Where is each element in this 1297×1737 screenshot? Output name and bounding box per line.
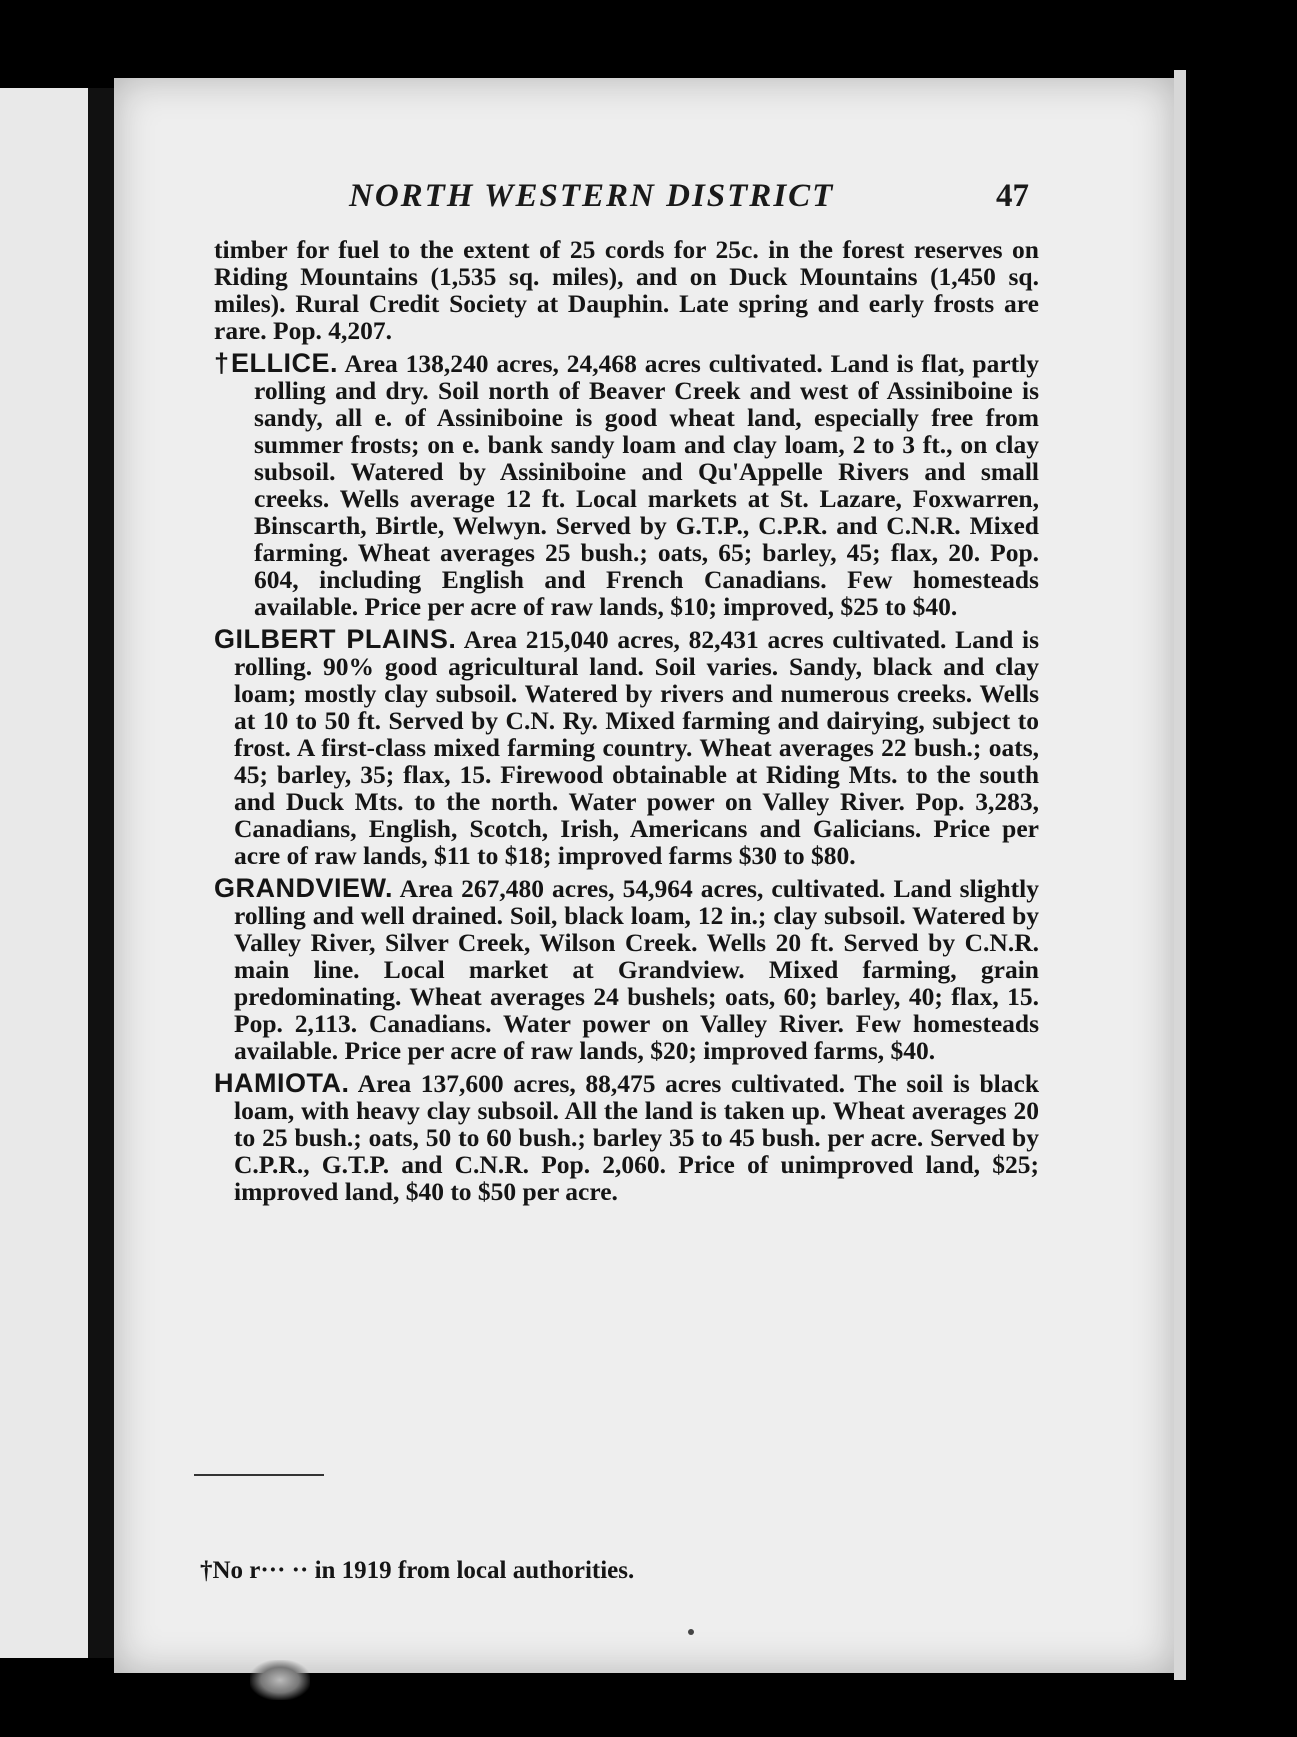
- running-head: NORTH WESTERN DISTRICT: [349, 178, 835, 214]
- entry-text: Area 138,240 acres, 24,468 acres cultivated. Land is flat, partly rolling and dry. Soil north of Beaver Creek and west of Assiniboine is sandy, all e. of Assiniboine is good wheat land, especially free from summer frosts; on e. bank sandy loam and clay loam, 2 to 3 ft., on clay subsoil. Watered by Assiniboine and Qu'Appelle Rivers and small creeks. Wells average 12 ft. Local markets at St. Lazare, Foxwarren, Binscarth, Birtle, Welwyn. Served by G.T.P., C.P.R. and C.N.R. Mixed farming. Wheat averages 25 bush.; oats, 65; barley, 45; flax, 20. Pop. 604, including English and French Canadians. Few homesteads available. Price per acre of raw lands, $10; improved, $25 to $40.: [254, 349, 1039, 621]
- paragraph-continued: [214, 236, 1039, 344]
- footnote-rule: [194, 1474, 324, 1476]
- print-speck: [688, 1629, 694, 1635]
- footnote: †No r··· ·· in 1919 from local authorities.: [200, 1557, 635, 1584]
- left-page-margin: [0, 88, 88, 1658]
- entry-text: Area 137,600 acres, 88,475 acres cultivated. The soil is black loam, with heavy clay subsoil. All the land is taken up. Wheat averages 20 to 25 bush.; oats, 50 to 60 bush.; barley 35 to 45 bush. per acre. Served by C.P.R., G.T.P. and C.N.R. Pop. 2,060. Price of unimproved land, $25; improved land, $40 to $50 per acre.: [234, 1069, 1040, 1206]
- entry-text: Area 267,480 acres, 54,964 acres, cultivated. Land slightly rolling and well drained. Soil, black loam, 12 in.; clay subsoil. Watered by Valley River, Silver Creek, Wilson Creek. Wells 20 ft. Served by C.N.R. main line. Local market at Grandview. Mixed farming, grain predominating. Wheat averages 24 bushels; oats, 60; barley, 40; flax, 15. Pop. 2,113. Canadians. Water power on Valley River. Few homesteads available. Price per acre of raw lands, $20; improved farms, $40.: [234, 874, 1039, 1065]
- entry-heading: GRANDVIEW.: [214, 873, 394, 903]
- entry-text: Area 215,040 acres, 82,431 acres cultivated. Land is rolling. 90% good agricultural land. Soil varies. Sandy, black and clay loam; mostly clay subsoil. Watered by rivers and numerous creeks. Wells at 10 to 50 ft. Served by C.N. Ry. Mixed farming and dairying, subject to frost. A first-class mixed farming country. Wheat averages 22 bush.; oats, 45; barley, 35; flax, 15. Firewood obtainable at Riding Mts. to the south and Duck Mts. to the north. Water power on Valley River. Pop. 3,283, Canadians, English, Scotch, Irish, Americans and Galicians. Price per acre of raw lands, $11 to $18; improved farms $30 to $80.: [234, 625, 1039, 870]
- entry-grandview: [214, 875, 1039, 1064]
- scan-smudge: [250, 1660, 310, 1700]
- page-header: [114, 178, 1174, 218]
- page-edge: [1174, 70, 1186, 1680]
- entry-hamiota: [214, 1070, 1039, 1205]
- book-page: [114, 78, 1174, 1673]
- paragraph-text: timber for fuel to the extent of 25 cords for 25c. in the forest reserves on Riding Mountains (1,535 sq. miles), and on Duck Mountains (1,450 sq. miles). Rural Credit Society at Dauphin. Late spring and early frosts are rare. Pop. 4,207.: [214, 235, 1039, 345]
- entry-gilbert-plains: [214, 626, 1039, 869]
- page-number: 47: [996, 178, 1029, 214]
- body-text: [214, 236, 1039, 1205]
- entry-ellice: [214, 350, 1039, 620]
- entry-heading: HAMIOTA.: [214, 1068, 350, 1098]
- binding-shadow: [88, 88, 114, 1658]
- entry-heading: GILBERT PLAINS.: [214, 624, 457, 654]
- entry-heading: †ELLICE.: [214, 348, 338, 378]
